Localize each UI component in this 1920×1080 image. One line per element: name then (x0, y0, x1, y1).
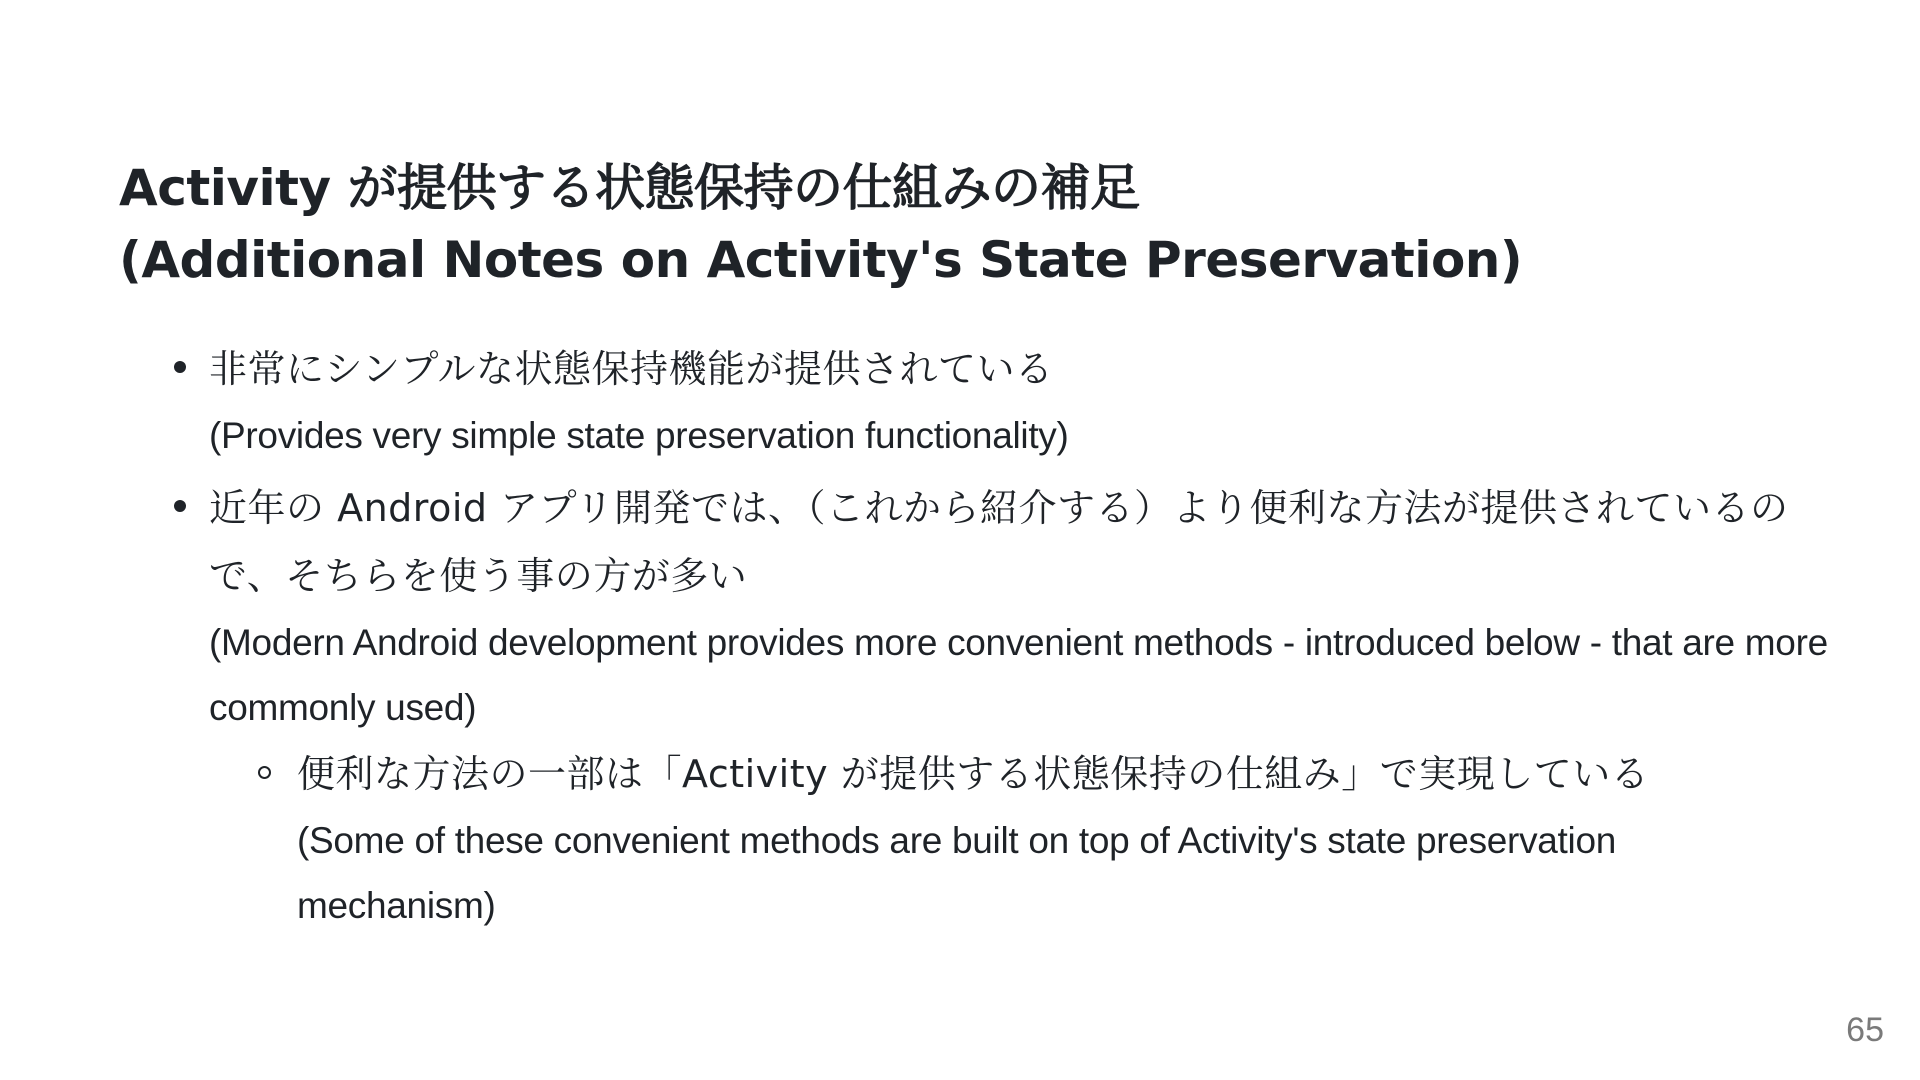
slide-content (119, 335, 1828, 944)
bullet-list (119, 335, 1828, 938)
bullet-1-jp: 非常にシンプルな状態保持機能が提供されている (209, 347, 1054, 391)
slide-title-en: (Additional Notes on Activity's State Preservation) (119, 231, 1523, 289)
page-number: 65 (1846, 1011, 1884, 1049)
bullet-item-1 (119, 335, 1819, 468)
slide-title-jp: Activity が提供する状態保持の仕組みの補足 (119, 159, 1140, 217)
slide-title (119, 152, 1799, 296)
bullet-item-2 (119, 474, 1828, 938)
bullet-1-en: (Provides very simple state preservation functionality) (209, 415, 1069, 456)
sub-bullet-1-en: (Some of these convenient methods are built on top of Activity's state preservation mechanism) (297, 820, 1617, 926)
sub-bullet-item-1 (209, 740, 1819, 938)
bullet-2-en: (Modern Android development provides more convenient methods - introduced below - that are more commonly used) (209, 622, 1828, 728)
sub-bullet-1-jp: 便利な方法の一部は「Activity が提供する状態保持の仕組み」で実現している (297, 752, 1650, 796)
bullet-2-jp: 近年の Android アプリ開発では、（これから紹介する）より便利な方法が提供されているので、そちらを使う事の方が多い (209, 486, 1789, 598)
sub-bullet-list (209, 740, 1819, 938)
